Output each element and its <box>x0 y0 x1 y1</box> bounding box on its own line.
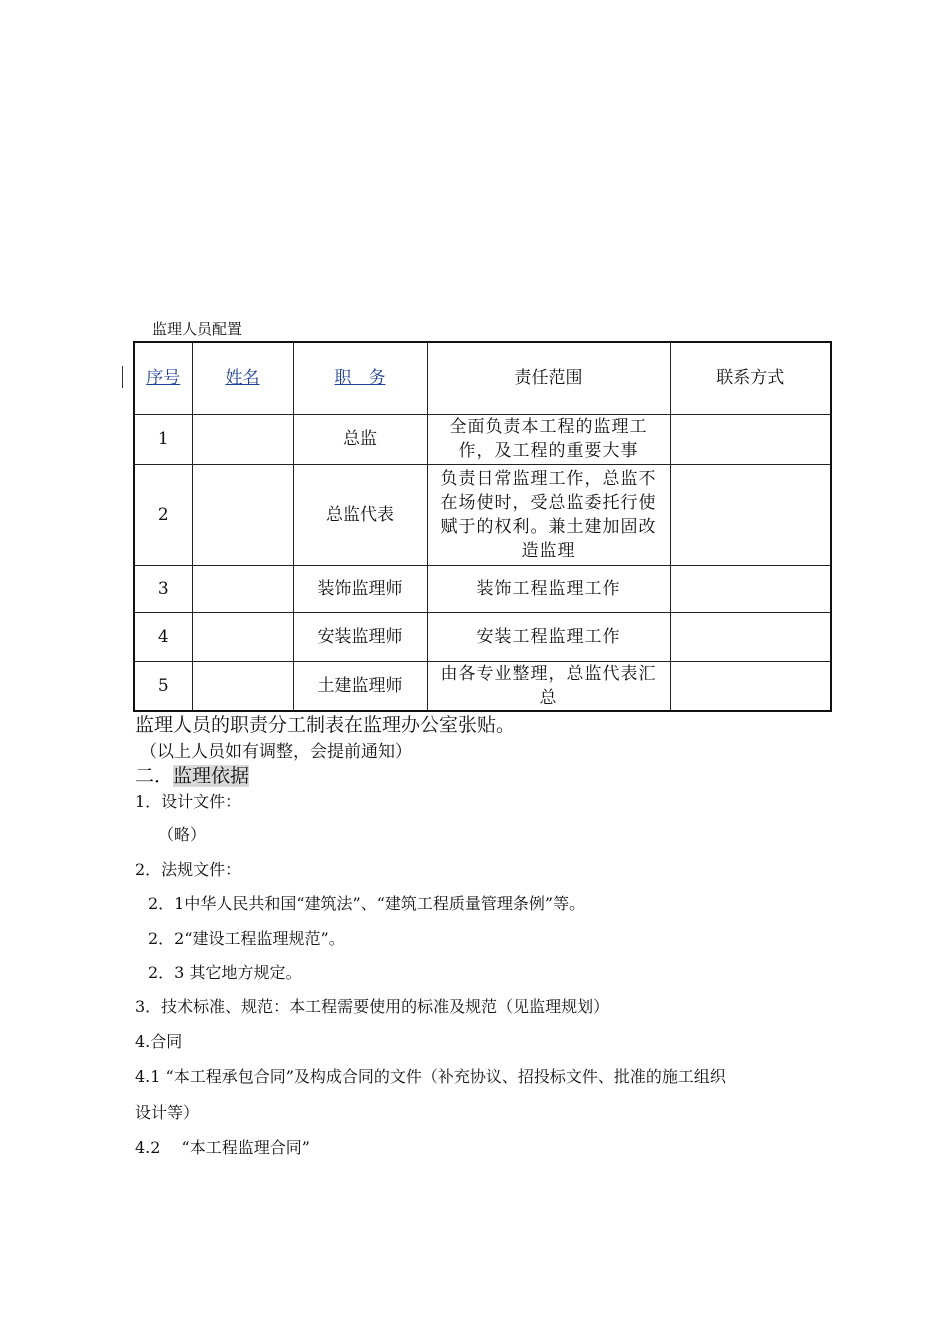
cell-position: 装饰监理师 <box>293 565 427 612</box>
cell-position: 总监 <box>293 414 427 464</box>
header-index[interactable]: 序号 <box>134 342 192 414</box>
text-cursor <box>122 366 123 388</box>
header-contact: 联系方式 <box>670 342 831 414</box>
item-contract-4-1: 4.1 “本工程承包合同”及构成合同的文件（补充协议、招投标文件、批准的施工组织 <box>135 1067 726 1086</box>
cell-index: 4 <box>134 612 192 661</box>
header-name[interactable]: 姓名 <box>192 342 293 414</box>
cell-scope: 负责日常监理工作，总监不在场使时，受总监委托行使赋于的权利。兼土建加固改造监理 <box>427 464 670 565</box>
cell-position: 总监代表 <box>293 464 427 565</box>
cell-name <box>192 414 293 464</box>
cell-scope: 装饰工程监理工作 <box>427 565 670 612</box>
item-regulation-2-1: 2．1中华人民共和国“建筑法”、“建筑工程质量管理条例”等。 <box>148 894 586 913</box>
table-header-row <box>134 342 831 414</box>
item-regulation-2-3: 2．3 其它地方规定。 <box>148 963 302 982</box>
cell-index: 3 <box>134 565 192 612</box>
cell-name <box>192 612 293 661</box>
item-contracts: 4.合同 <box>135 1032 183 1051</box>
notice-text: 监理人员的职责分工制表在监理办公室张贴。 <box>135 714 516 736</box>
table-row <box>134 612 831 661</box>
item-regulation-2-2: 2．2“建设工程监理规范”。 <box>148 929 345 948</box>
cell-contact <box>670 612 831 661</box>
section-title: 监理依据 <box>173 765 250 787</box>
staff-table <box>133 341 832 712</box>
cell-scope: 安装工程监理工作 <box>427 612 670 661</box>
table-caption: 监理人员配置 <box>152 320 243 338</box>
cell-index: 1 <box>134 414 192 464</box>
item-regulations: 2．法规文件： <box>135 860 242 879</box>
cell-scope: 由各专业整理，总监代表汇总 <box>427 661 670 711</box>
cell-index: 5 <box>134 661 192 711</box>
adjust-note: （以上人员如有调整，会提前通知） <box>140 742 412 762</box>
cell-contact <box>670 661 831 711</box>
table-row <box>134 414 831 464</box>
cell-contact <box>670 565 831 612</box>
cell-index: 2 <box>134 464 192 565</box>
header-scope: 责任范围 <box>427 342 670 414</box>
cell-position: 土建监理师 <box>293 661 427 711</box>
section-heading <box>135 761 249 788</box>
table-row <box>134 464 831 565</box>
item-standards: 3．技术标准、规范：本工程需要使用的标准及规范（见监理规划） <box>135 997 610 1016</box>
cell-name <box>192 565 293 612</box>
cell-position: 安装监理师 <box>293 612 427 661</box>
item-contract-4-2: 4.2 “本工程监理合同” <box>135 1138 310 1157</box>
item-design-files: 1．设计文件： <box>135 792 242 811</box>
table-row <box>134 661 831 711</box>
cell-scope: 全面负责本工程的监理工作，及工程的重要大事 <box>427 414 670 464</box>
table-row <box>134 565 831 612</box>
item-contract-4-1-cont: 设计等） <box>135 1103 200 1122</box>
header-position[interactable]: 职 务 <box>293 342 427 414</box>
cell-name <box>192 661 293 711</box>
cell-contact <box>670 464 831 565</box>
cell-name <box>192 464 293 565</box>
section-number: 二． <box>135 765 174 787</box>
item-omitted: （略） <box>158 825 207 844</box>
cell-contact <box>670 414 831 464</box>
